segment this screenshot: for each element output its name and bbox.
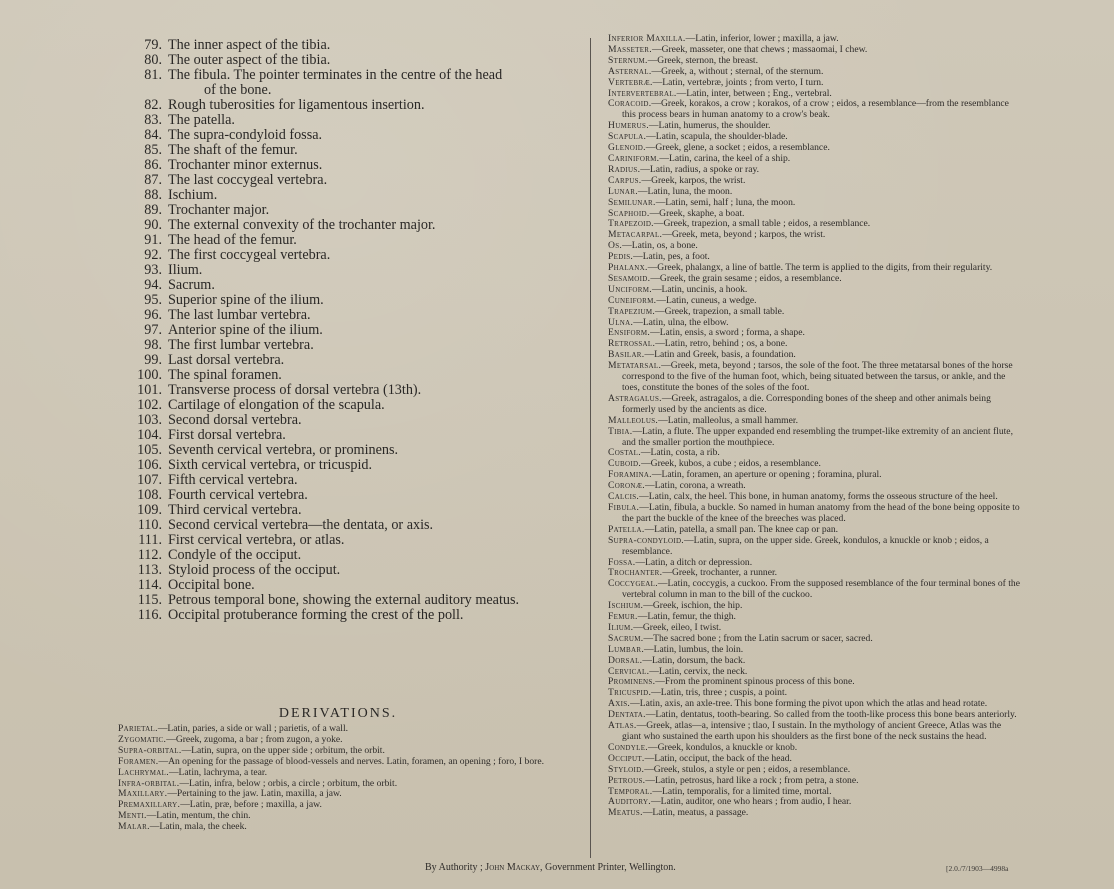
derivation-term: Unciform. bbox=[608, 283, 652, 295]
print-code: [2.0./7/1903—4998a bbox=[946, 864, 1009, 873]
derivation-definition: —Latin, corona, a wreath. bbox=[644, 480, 746, 492]
item-text: Rough tuberosities for ligamentous insertion. bbox=[168, 97, 425, 113]
derivation-definition: —Latin, a ditch or depression. bbox=[635, 556, 753, 568]
derivation-definition: —Latin, retro, behind ; os, a bone. bbox=[655, 338, 788, 350]
derivation-definition: —Latin, lachryma, a tear. bbox=[168, 766, 267, 778]
item-text: The patella. bbox=[168, 112, 235, 128]
derivation-term: Maxillary. bbox=[118, 788, 168, 800]
derivation-term: Ilium. bbox=[608, 621, 634, 633]
item-number: 113. bbox=[137, 562, 162, 578]
derivation-definition: —Latin, os, a bone. bbox=[622, 240, 698, 252]
list-item bbox=[118, 38, 558, 53]
item-number: 80. bbox=[144, 52, 162, 68]
list-item bbox=[118, 488, 558, 503]
derivation-term: Sesamoid. bbox=[608, 272, 651, 284]
derivation-term: Basilar. bbox=[608, 349, 645, 361]
derivation-term: Intervertebral. bbox=[608, 87, 677, 99]
derivation-definition: —Latin, inter, between ; Eng., vertebral. bbox=[676, 87, 832, 99]
item-number: 81. bbox=[144, 67, 162, 83]
item-text: Fourth cervical vertebra. bbox=[168, 487, 308, 503]
item-text: The spinal foramen. bbox=[168, 367, 282, 383]
item-text: The external convexity of the trochanter major. bbox=[168, 217, 436, 233]
list-item bbox=[118, 173, 558, 188]
footer-suffix: , Government Printer, Wellington. bbox=[540, 862, 676, 873]
item-continuation: of the bone. bbox=[204, 82, 272, 98]
derivation-term: Lunar. bbox=[608, 185, 638, 197]
list-item bbox=[118, 428, 558, 443]
derivation-term: Trapezoid. bbox=[608, 218, 654, 230]
list-item bbox=[118, 533, 558, 548]
list-item bbox=[118, 458, 558, 473]
derivation-definition: —Latin, infra, below ; orbis, a circle ; orbitum, the orbit. bbox=[179, 777, 398, 789]
derivation-term: Masseter. bbox=[608, 43, 652, 55]
derivation-definition: —Latin, costa, a rib. bbox=[640, 447, 720, 459]
derivation-definition: —Latin and Greek, basis, a foundation. bbox=[644, 349, 796, 361]
column-divider bbox=[590, 38, 591, 858]
derivation-entry bbox=[608, 503, 1022, 525]
derivation-definition: —Greek, meta, beyond ; tarsos, the sole of the foot. The three metatarsal bones of the horse correspond to the five of the human foot, which, being situated between the tarsus, or ankle, and the toes, constitute the bones of the soles of the foot. bbox=[622, 360, 1013, 393]
derivation-definition: —Greek, ischion, the hip. bbox=[643, 600, 743, 612]
derivation-term: Carpus. bbox=[608, 174, 642, 186]
derivation-definition: —Greek, stulos, a style or pen ; eidos, a resemblance. bbox=[644, 763, 851, 775]
list-item bbox=[118, 518, 558, 533]
item-number: 93. bbox=[144, 262, 162, 278]
item-text: Superior spine of the ilium. bbox=[168, 292, 324, 308]
derivation-term: Coracoid. bbox=[608, 98, 652, 110]
footer-printer-name: John Mackay bbox=[485, 862, 540, 873]
derivation-definition: —Latin, præ, before ; maxilla, a jaw. bbox=[180, 799, 322, 811]
derivation-term: Ulna. bbox=[608, 316, 634, 328]
item-text: Petrous temporal bone, showing the external auditory meatus. bbox=[168, 592, 520, 608]
derivation-term: Radius. bbox=[608, 163, 641, 175]
item-number: 83. bbox=[144, 112, 162, 128]
list-item bbox=[118, 113, 558, 128]
item-text: Seventh cervical vertebra, or prominens. bbox=[168, 442, 399, 458]
derivation-term: Temporal. bbox=[608, 785, 653, 797]
derivation-definition: —From the prominent spinous process of this bone. bbox=[655, 676, 855, 688]
derivation-term: Menti. bbox=[118, 810, 147, 822]
item-number: 108. bbox=[137, 487, 162, 503]
derivation-definition: —Latin, calx, the heel. This bone, in human anatomy, forms the osseous structure of the heel. bbox=[639, 491, 998, 503]
derivation-entry bbox=[608, 394, 1022, 416]
derivation-term: Pedis. bbox=[608, 251, 634, 263]
item-text: Ilium. bbox=[168, 262, 203, 278]
derivation-term: Sacrum. bbox=[608, 632, 644, 644]
item-number: 99. bbox=[144, 352, 162, 368]
derivation-term: Atlas. bbox=[608, 720, 637, 732]
derivation-term: Dentata. bbox=[608, 709, 646, 721]
derivation-term: Humerus. bbox=[608, 120, 649, 132]
derivation-definition: —Greek, meta, beyond ; karpos, the wrist. bbox=[662, 229, 826, 241]
item-number: 91. bbox=[144, 232, 162, 248]
item-text: Fifth cervical vertebra. bbox=[168, 472, 298, 488]
item-text: Ischium. bbox=[168, 187, 218, 203]
derivation-definition: —Latin, pes, a foot. bbox=[633, 251, 710, 263]
item-text: Sacrum. bbox=[168, 277, 215, 293]
item-number: 106. bbox=[137, 457, 162, 473]
derivation-term: Styloid. bbox=[608, 763, 645, 775]
derivation-term: Cariniform. bbox=[608, 152, 660, 164]
item-number: 95. bbox=[144, 292, 162, 308]
list-item bbox=[118, 128, 558, 143]
derivation-term: Parietal. bbox=[118, 723, 158, 734]
derivation-definition: —Latin, carina, the keel of a ship. bbox=[659, 152, 791, 164]
derivation-term: Dorsal. bbox=[608, 654, 643, 666]
derivation-term: Sternum. bbox=[608, 54, 648, 66]
derivation-definition: —Greek, trapezion, a small table ; eidos, a resemblance. bbox=[653, 218, 871, 230]
derivation-definition: —Latin, supra, on the upper side ; orbitum, the orbit. bbox=[181, 744, 385, 756]
item-number: 114. bbox=[137, 577, 162, 593]
derivation-entry bbox=[118, 822, 564, 833]
derivation-term: Scaphoid. bbox=[608, 207, 650, 219]
derivation-definition: —Latin, ulna, the elbow. bbox=[633, 316, 729, 328]
list-item bbox=[118, 248, 558, 263]
derivation-term: Metacarpal. bbox=[608, 229, 663, 241]
derivation-term: Phalanx. bbox=[608, 262, 648, 274]
list-item bbox=[118, 53, 558, 68]
list-item bbox=[118, 203, 558, 218]
item-text: Second cervical vertebra—the dentata, or axis. bbox=[168, 517, 434, 533]
derivation-definition: —Greek, zugoma, a bar ; from zugon, a yoke. bbox=[166, 733, 343, 745]
numbered-list bbox=[118, 38, 558, 623]
item-text: Occipital protuberance forming the crest of the poll. bbox=[168, 607, 464, 623]
item-text: The head of the femur. bbox=[168, 232, 297, 248]
list-item bbox=[118, 218, 558, 233]
derivation-term: Metatarsal. bbox=[608, 360, 662, 372]
derivation-definition: —Greek, skaphe, a boat. bbox=[649, 207, 745, 219]
derivation-term: Occiput. bbox=[608, 752, 645, 764]
derivations-heading: DERIVATIONS. bbox=[278, 706, 398, 721]
derivation-entry bbox=[608, 536, 1022, 558]
derivation-term: Premaxillary. bbox=[118, 799, 181, 811]
derivation-term: Zygomatic. bbox=[118, 733, 167, 745]
derivation-term: Malar. bbox=[118, 821, 150, 833]
derivation-term: Trapezium. bbox=[608, 305, 656, 317]
derivation-definition: —Latin, mala, the cheek. bbox=[149, 821, 247, 833]
derivation-definition: —Latin, a flute. The upper expanded end resembling the trumpet-like extremity of an ancient flute, and the smaller portion the mouthpiece. bbox=[622, 425, 1013, 448]
list-item bbox=[118, 548, 558, 563]
derivation-definition: —Latin, auditor, one who hears ; from audio, I hear. bbox=[651, 796, 852, 808]
derivation-term: Coronæ. bbox=[608, 480, 645, 492]
item-number: 98. bbox=[144, 337, 162, 353]
item-number: 82. bbox=[144, 97, 162, 113]
list-item bbox=[118, 323, 558, 338]
derivation-term: Condyle. bbox=[608, 741, 648, 753]
item-text: Trochanter major. bbox=[168, 202, 270, 218]
list-item bbox=[118, 368, 558, 383]
derivation-term: Prominens. bbox=[608, 676, 656, 688]
derivation-definition: —Latin, luna, the moon. bbox=[637, 185, 733, 197]
derivation-definition: —Latin, femur, the thigh. bbox=[637, 611, 736, 623]
derivation-term: Femur. bbox=[608, 611, 638, 623]
derivation-term: Fibula. bbox=[608, 501, 640, 513]
derivation-definition: —Greek, a, without ; sternal, of the sternum. bbox=[651, 65, 824, 77]
derivation-definition: —Latin, patella, a small pan. The knee cap or pan. bbox=[644, 523, 839, 535]
derivation-definition: —Latin, coccygis, a cuckoo. From the supposed resemblance of the four terminal bones of the vertebral column in man to the bill of the cuckoo. bbox=[622, 578, 1020, 601]
footer-prefix: By Authority ; bbox=[425, 862, 486, 873]
item-text: The outer aspect of the tibia. bbox=[168, 52, 331, 68]
item-number: 105. bbox=[137, 442, 162, 458]
derivation-definition: —Latin, supra, on the upper side. Greek, kondulos, a knuckle or knob ; eidos, a resemblance. bbox=[622, 534, 989, 557]
derivation-term: Supra-orbital. bbox=[118, 744, 182, 756]
item-text: Occipital bone. bbox=[168, 577, 255, 593]
item-number: 101. bbox=[137, 382, 162, 398]
derivation-definition: —Greek, karpos, the wrist. bbox=[641, 174, 746, 186]
derivation-term: Fossa. bbox=[608, 556, 636, 568]
derivation-definition: —Latin, humerus, the shoulder. bbox=[648, 120, 771, 132]
item-number: 88. bbox=[144, 187, 162, 203]
derivation-term: Axis. bbox=[608, 698, 631, 710]
list-item bbox=[118, 503, 558, 518]
list-item bbox=[118, 98, 558, 113]
item-text: Cartilage of elongation of the scapula. bbox=[168, 397, 385, 413]
list-item bbox=[118, 383, 558, 398]
derivation-term: Trochanter. bbox=[608, 567, 663, 579]
item-number: 85. bbox=[144, 142, 162, 158]
derivation-term: Costal. bbox=[608, 447, 641, 459]
derivation-definition: —Latin, radius, a spoke or ray. bbox=[640, 163, 760, 175]
item-number: 112. bbox=[137, 547, 162, 563]
derivation-definition: —Greek, masseter, one that chews ; massaomai, I chew. bbox=[651, 43, 868, 55]
item-number: 89. bbox=[144, 202, 162, 218]
item-text: Sixth cervical vertebra, or tricuspid. bbox=[168, 457, 373, 473]
derivation-definition: —Latin, scapula, the shoulder-blade. bbox=[646, 131, 788, 143]
item-number: 92. bbox=[144, 247, 162, 263]
item-number: 100. bbox=[137, 367, 162, 383]
derivation-definition: —The sacred bone ; from the Latin sacrum or sacer, sacred. bbox=[643, 632, 873, 644]
item-text: The last coccygeal vertebra. bbox=[168, 172, 328, 188]
derivation-definition: —Greek, atlas—a, intensive ; tlao, I sustain. In the mythology of ancient Greece, Atlas was the giant who sustained the earth upon his shoulders as the first bone of the neck sustains the head. bbox=[622, 720, 1002, 742]
item-number: 110. bbox=[137, 517, 162, 533]
item-text: Transverse process of dorsal vertebra (13th). bbox=[168, 382, 422, 398]
derivation-definition: —Greek, kubos, a cube ; eidos, a resemblance. bbox=[641, 458, 821, 470]
derivation-definition: —Greek, korakos, a crow ; korakos, of a crow ; eidos, a resemblance—from the resemblance this process bears in human anatomy to a crow's beak. bbox=[622, 98, 1009, 121]
list-item bbox=[118, 443, 558, 458]
item-text: Anterior spine of the ilium. bbox=[168, 322, 323, 338]
list-item bbox=[118, 143, 558, 158]
item-number: 116. bbox=[137, 607, 162, 623]
list-item bbox=[118, 593, 558, 608]
derivation-definition: —Latin, malleolus, a small hammer. bbox=[658, 414, 798, 426]
item-text: The shaft of the femur. bbox=[168, 142, 298, 158]
list-item bbox=[118, 68, 558, 98]
derivation-definition: —Greek, sternon, the breast. bbox=[647, 54, 758, 66]
derivation-entry bbox=[608, 808, 1022, 819]
derivation-term: Auditory. bbox=[608, 796, 652, 808]
derivation-entry bbox=[608, 721, 1022, 743]
derivation-term: Cervical. bbox=[608, 665, 650, 677]
derivation-definition: —Latin, inferior, lower ; maxilla, a jaw. bbox=[685, 33, 839, 44]
derivation-term: Ischium. bbox=[608, 600, 644, 612]
derivation-definition: —Latin, occiput, the back of the head. bbox=[644, 752, 792, 764]
derivation-definition: —Latin, mentum, the chin. bbox=[146, 810, 251, 822]
derivation-term: Supra-condyloid. bbox=[608, 534, 685, 546]
list-item bbox=[118, 293, 558, 308]
list-item bbox=[118, 578, 558, 593]
derivation-term: Lachrymal. bbox=[118, 766, 169, 778]
item-text: Second dorsal vertebra. bbox=[168, 412, 302, 428]
derivation-definition: —Greek, kondulos, a knuckle or knob. bbox=[647, 741, 798, 753]
list-item bbox=[118, 473, 558, 488]
derivation-definition: —Latin, paries, a side or wall ; parietis, of a wall. bbox=[157, 723, 349, 734]
list-item bbox=[118, 233, 558, 248]
derivation-definition: —Latin, cuneus, a wedge. bbox=[656, 294, 757, 306]
derivation-definition: —Latin, petrosus, hard like a rock ; from petra, a stone. bbox=[645, 774, 859, 786]
list-item bbox=[118, 308, 558, 323]
derivation-definition: —Latin, uncinis, a hook. bbox=[651, 283, 748, 295]
printer-footer bbox=[425, 862, 676, 873]
item-text: Last dorsal vertebra. bbox=[168, 352, 285, 368]
derivation-term: Infra-orbital. bbox=[118, 777, 180, 789]
derivation-term: Foramina. bbox=[608, 469, 652, 481]
derivation-term: Glenoid. bbox=[608, 142, 646, 154]
item-text: Condyle of the occiput. bbox=[168, 547, 302, 563]
derivation-definition: —Latin, axis, an axle-tree. This bone forming the pivot upon which the atlas and head rotate. bbox=[630, 698, 988, 710]
derivation-term: Astragalus. bbox=[608, 392, 662, 404]
derivation-definition: —Latin, tris, three ; cuspis, a point. bbox=[651, 687, 788, 699]
derivation-definition: —Latin, temporalis, for a limited time, mortal. bbox=[652, 785, 832, 797]
derivation-definition: —Latin, foramen, an aperture or opening ; foramina, plural. bbox=[651, 469, 882, 481]
list-item bbox=[118, 413, 558, 428]
item-text: Third cervical vertebra. bbox=[168, 502, 302, 518]
derivation-term: Foramen. bbox=[118, 755, 159, 767]
derivation-definition: —Latin, dorsum, the back. bbox=[642, 654, 746, 666]
derivation-term: Patella. bbox=[608, 523, 645, 535]
item-number: 94. bbox=[144, 277, 162, 293]
derivation-term: Os. bbox=[608, 240, 623, 252]
derivation-term: Ensiform. bbox=[608, 327, 651, 339]
item-text: The supra-condyloid fossa. bbox=[168, 127, 323, 143]
derivation-term: Lumbar. bbox=[608, 643, 645, 655]
item-text: The fibula. The pointer terminates in the centre of the head bbox=[168, 67, 503, 83]
list-item bbox=[118, 278, 558, 293]
list-item bbox=[118, 398, 558, 413]
derivation-definition: —Latin, vertebræ, joints ; from verto, I turn. bbox=[652, 76, 824, 88]
item-text: The first lumbar vertebra. bbox=[168, 337, 314, 353]
item-text: Trochanter minor externus. bbox=[168, 157, 323, 173]
left-derivations bbox=[118, 724, 564, 833]
derivation-definition: —Greek, eileo, I twist. bbox=[633, 621, 722, 633]
derivation-definition: —Latin, dentatus, tooth-bearing. So called from the tooth-like process this bone bears anteriorly. bbox=[645, 709, 1017, 721]
right-derivations bbox=[608, 34, 1022, 819]
item-number: 111. bbox=[138, 532, 162, 548]
derivation-term: Meatus. bbox=[608, 807, 643, 819]
derivation-definition: —Greek, glene, a socket ; eidos, a resemblance. bbox=[645, 142, 830, 154]
item-number: 115. bbox=[137, 592, 162, 608]
item-text: The first coccygeal vertebra. bbox=[168, 247, 331, 263]
derivation-term: Semilunar. bbox=[608, 196, 656, 208]
list-item bbox=[118, 158, 558, 173]
item-number: 104. bbox=[137, 427, 162, 443]
derivation-definition: —Greek, trapezion, a small table. bbox=[655, 305, 785, 317]
item-text: The last lumbar vertebra. bbox=[168, 307, 311, 323]
list-item bbox=[118, 563, 558, 578]
derivation-entry bbox=[608, 579, 1022, 601]
item-number: 97. bbox=[144, 322, 162, 338]
derivation-term: Malleolus. bbox=[608, 414, 659, 426]
item-number: 109. bbox=[137, 502, 162, 518]
derivation-term: Inferior Maxilla. bbox=[608, 33, 686, 44]
derivation-term: Cuneiform. bbox=[608, 294, 657, 306]
derivation-term: Scapula. bbox=[608, 131, 647, 143]
derivation-definition: —Greek, trochanter, a runner. bbox=[662, 567, 778, 579]
derivation-definition: —Latin, fibula, a buckle. So named in human anatomy from the head of the bone being opposite to the part the buckle of the knee of the breeches was placed. bbox=[622, 501, 1020, 524]
item-text: First cervical vertebra, or atlas. bbox=[168, 532, 345, 548]
derivation-definition: —Latin, ensis, a sword ; forma, a shape. bbox=[650, 327, 805, 339]
item-number: 84. bbox=[144, 127, 162, 143]
item-text: First dorsal vertebra. bbox=[168, 427, 286, 443]
derivation-term: Tricuspid. bbox=[608, 687, 652, 699]
derivation-term: Petrous. bbox=[608, 774, 646, 786]
item-number: 96. bbox=[144, 307, 162, 323]
derivation-definition: —Greek, phalangx, a line of battle. The term is applied to the digits, from their regularity. bbox=[647, 262, 993, 274]
derivation-definition: —Latin, lumbus, the loin. bbox=[644, 643, 744, 655]
item-text: The inner aspect of the tibia. bbox=[168, 37, 331, 53]
item-number: 86. bbox=[144, 157, 162, 173]
list-item bbox=[118, 353, 558, 368]
derivation-term: Coccygeal. bbox=[608, 578, 658, 590]
list-item bbox=[118, 188, 558, 203]
item-number: 79. bbox=[144, 37, 162, 53]
derivation-definition: —Latin, cervix, the neck. bbox=[649, 665, 748, 677]
item-number: 103. bbox=[137, 412, 162, 428]
derivation-term: Vertebræ. bbox=[608, 76, 653, 88]
item-number: 102. bbox=[137, 397, 162, 413]
derivation-definition: —An opening for the passage of blood-vessels and nerves. Latin, foramen, an opening ; foro, I bore. bbox=[158, 755, 544, 767]
derivation-definition: —Latin, semi, half ; luna, the moon. bbox=[655, 196, 796, 208]
derivation-definition: —Greek, astragalos, a die. Corresponding bones of the sheep and other animals being formerly used by the ancients as dice. bbox=[622, 392, 991, 415]
list-item bbox=[118, 263, 558, 278]
derivation-entry bbox=[608, 361, 1022, 394]
item-number: 107. bbox=[137, 472, 162, 488]
item-text: Styloid process of the occiput. bbox=[168, 562, 341, 578]
list-item bbox=[118, 608, 558, 623]
item-number: 90. bbox=[144, 217, 162, 233]
derivation-entry bbox=[608, 99, 1022, 121]
derivation-term: Calcis. bbox=[608, 491, 640, 503]
derivation-term: Tibia. bbox=[608, 425, 633, 437]
item-number: 87. bbox=[144, 172, 162, 188]
derivation-term: Asternal. bbox=[608, 65, 652, 77]
list-item bbox=[118, 338, 558, 353]
derivation-definition: —Latin, meatus, a passage. bbox=[642, 807, 749, 819]
derivation-definition: —Greek, the grain sesame ; eidos, a resemblance. bbox=[650, 272, 842, 284]
derivation-definition: —Pertaining to the jaw. Latin, maxilla, a jaw. bbox=[167, 788, 342, 800]
derivation-term: Retrossal. bbox=[608, 338, 656, 350]
derivation-term: Cuboid. bbox=[608, 458, 642, 470]
derivation-entry bbox=[608, 427, 1022, 449]
